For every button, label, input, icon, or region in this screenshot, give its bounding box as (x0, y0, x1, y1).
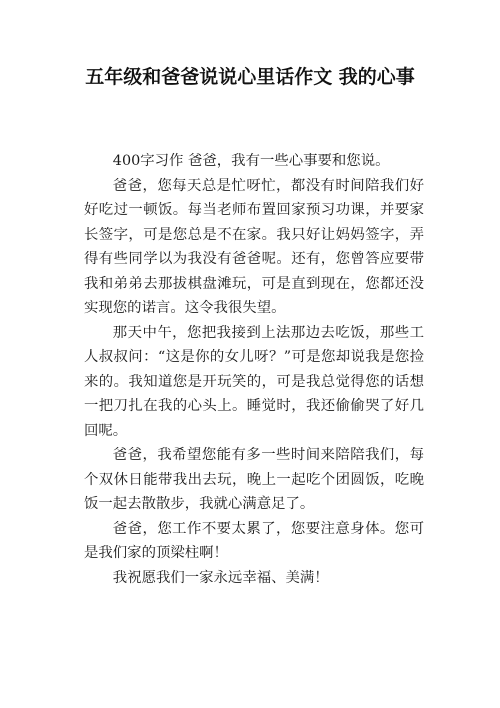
paragraph-intro: 400字习作 爸爸，我有一些心事要和您说。 (112, 153, 390, 169)
paragraph-busy: 爸爸，您每天总是忙呀忙，都没有时间陪我们好好吃过一顿饭。每当老师布置回家预习功课，并要家长签字，可是您总是不在家。我只好让妈妈签字，弄得有些同学以为我没有爸爸呢。还有，您曾答应要带我和弟弟去那拔棋盘滩玩，可是直到现在，您都还没实现您的诺言。这令我很失望。 (84, 177, 424, 316)
paragraph-health: 爸爸，您工作不要太累了，您要注意身体。您可是我们家的顶梁柱啊！ (84, 520, 424, 561)
document-title: 五年级和爸爸说说心里话作文 我的心事 (85, 66, 415, 88)
document-body (84, 149, 424, 590)
paragraph-lunch: 那天中午，您把我接到上法那边去吃饭，那些工人叔叔问：“这是你的女儿呀？”可是您却说我是您捡来的。我知道您是开玩笑的，可是我总觉得您的话想一把刀扎在我的心头上。睡觉时，我还偷偷哭了好几回呢。 (84, 324, 424, 439)
paragraph-blessing: 我祝愿我们一家永远幸福、美满！ (112, 569, 329, 586)
paragraph-wish: 爸爸，我希望您能有多一些时间来陪陪我们，每个双休日能带我出去玩，晚上一起吃个团圆饭，吃晚饭一起去散散步，我就心满意足了。 (84, 447, 424, 512)
